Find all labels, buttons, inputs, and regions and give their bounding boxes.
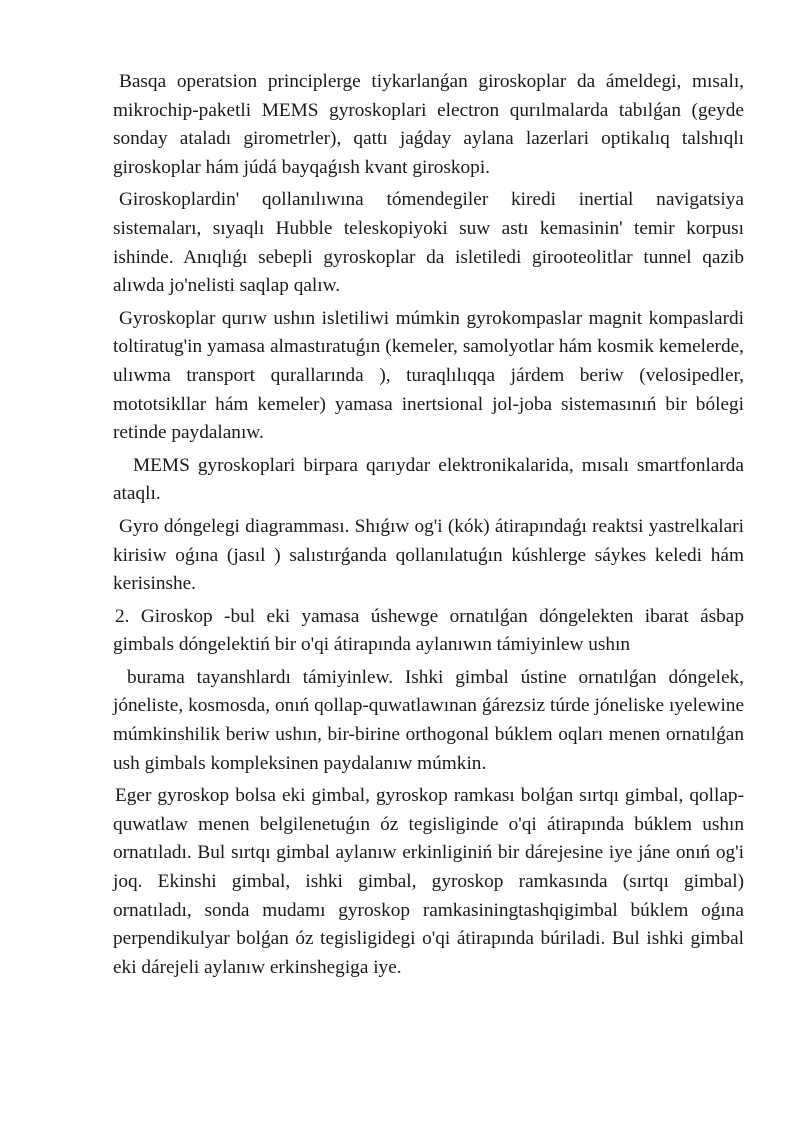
paragraph-gimbal-bearings: burama tayanshlardı támiyinlew. Ishki gimbal ústine ornatılǵan dóngelek, jóneliste, kosmosda, onıń qollap-quwatlawınan ǵárezsiz túrde jóneliske ıyelewine múmkinshilik beriw ushın, bir-birine orthogonal búklem oqları menen ornatılǵan ush gimbals kompleksinen paydalanıw múmkin. bbox=[113, 666, 744, 774]
paragraph-two-gimbal-gyroscope: Eger gyroskop bolsa eki gimbal, gyroskop ramkası bolǵan sırtqı gimbal, qollap-quwatlaw menen belgilenetuǵın óz tegisliginde o'qi átirapında búklem ushın ornatıladı. Bul sırtqı gimbal aylanıw erkinliginiń bir dárejesine iye jáne onıń og'i joq. Ekinshi gimbal, ishki gimbal, gyroskop ramkasında (sırtqı gimbal) ornatıladı, sonda mudamı gyroskop ramkasiningtashqigimbal búklem oǵına perpendikulyar bolǵan óz tegisligidegi o'qi átirapında búriladi. Bul ishki gimbal eki dárejeli aylanıw erkinshegiga iye. bbox=[113, 785, 744, 978]
paragraph-gyroscope-definition: 2. Giroskop -bul eki yamasa úshewge ornatılǵan dóngelekten ibarat ásbap gimbals dóngelektiń bir o'qi átirapında aylanıwın támiyinlew ushın bbox=[113, 605, 744, 656]
paragraph-mems-consumer-electronics: MEMS gyroskoplari birpara qarıydar elektronikalarida, mısalı smartfonlarda ataqlı. bbox=[113, 454, 744, 505]
paragraph-gyro-wheel-diagram: Gyro dóngelegi diagramması. Shıǵıw og'i (kók) átirapındaǵı reaktsi yastrelkalari kirisiw oǵına (jasıl ) salıstırǵanda qollanılatuǵın kúshlerge sáykes keledi hám kerisinshe. bbox=[113, 515, 744, 595]
paragraph-gyroscope-applications: Giroskoplardin' qollanılıwına tómendegiler kiredi inertial navigatsiya sistemaları, sıyaqlı Hubble teleskopiyoki suw astı kemasinin' temir korpusı ishinde. Anıqlıǵı sebepli gyroskoplar da isletiledi girooteolitlar tunnel qazib alıwda jo'nelisti saqlap qalıw. bbox=[113, 189, 744, 297]
paragraph-gyrocompass-usage: Gyroskoplar qurıw ushın isletiliwi múmkin gyrokompaslar magnit kompaslardi toltiratug'in yamasa almastıratuǵın (kemeler, samolyotlar hám kosmik kemelerde, ulıwma transport qurallarında ), turaqlılıqqa járdem beriw (velosipedler, mototsikllar hám kemeler) yamasa inertsional jol-joba sistemasınıń bir bólegi retinde paydalanıw. bbox=[113, 307, 744, 444]
paragraph-mems-and-other-gyroscopes: Basqa operatsion principlerge tiykarlanǵan giroskoplar da ámeldegi, mısalı, mikrochip-paketli MEMS gyroskoplari electron qurılmalarda tabılǵan (geyde sonday ataladı girometrler), qattı jaǵday aylana lazerlari optikalıq talshıqlı giroskoplar hám júdá bayqaǵısh kvant giroskopi. bbox=[113, 71, 744, 178]
